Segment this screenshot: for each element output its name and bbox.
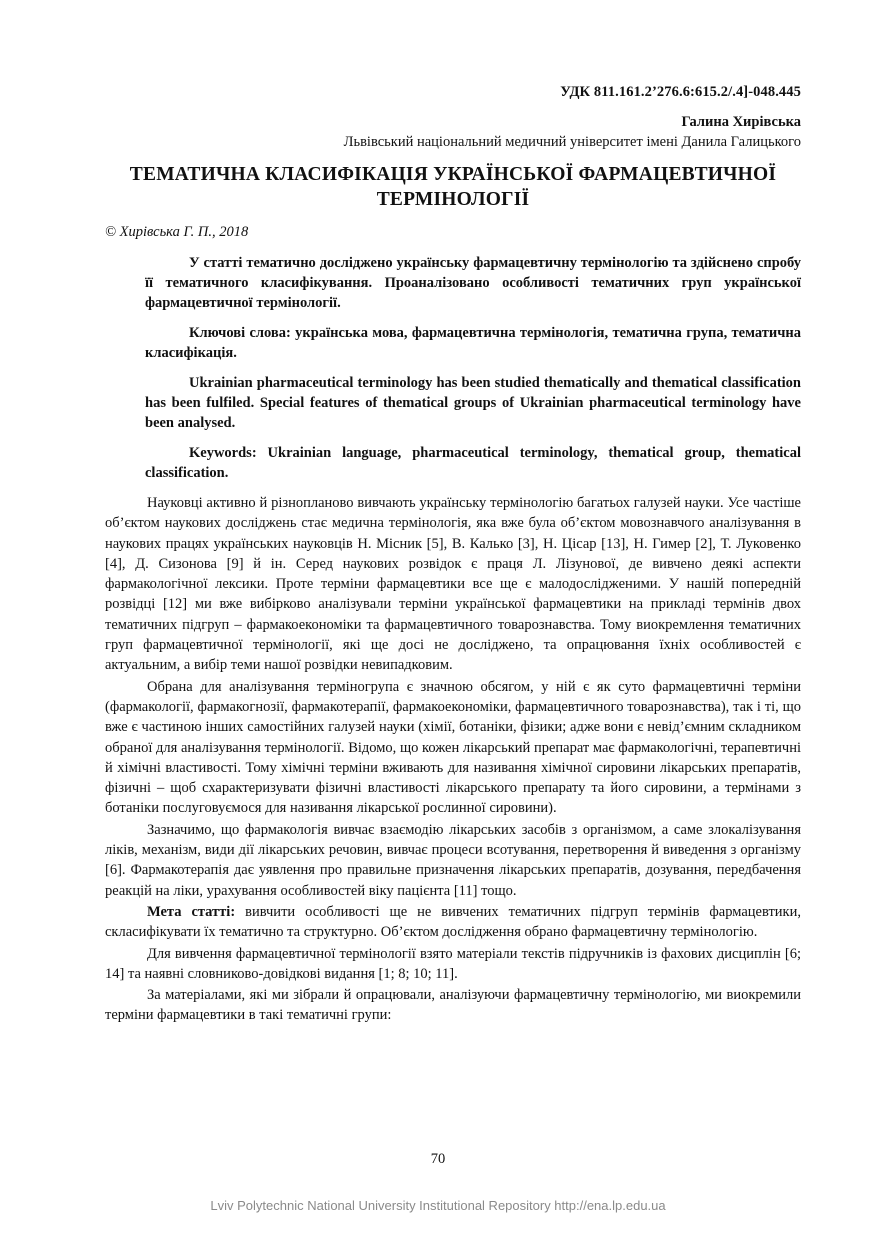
keywords-ukrainian: Ключові слова: українська мова, фармацевтична термінологія, тематична група, тематична класифікація. xyxy=(145,325,801,361)
body-paragraph-1: Науковці активно й різнопланово вивчають українську термінологію багатьох галузей науки. Усе частіше об’єктом наукових досліджень стає медична термінологія, яка вже була об’єктом мовознавчого аналізування в наукових працях українських науковців Н. Місник [5], В. Калько [3], Н. Цісар [13], Н. Гимер [2], Т. Луковенко [4], Д. Сизонова [9] й ін. Серед наукових розвідок є праця Л. Лізунової, де вивчено деякі аспекти фармакологічної лексики. Проте терміни фармацевтики все ще є малодослідженими. У нашій попередній розвідці [12] ми вже вибірково аналізували терміни української фармацевтики на прикладі термінів двох тематичних підгруп – фармакоекономіки та фармацевтичного товарознавства. Тому виокремлення тематичних груп фармацевтичної термінології, які ще досі не досліджено, та опрацювання їхніх особливостей є актуальним, а вибір теми нашої розвідки невипадковим. xyxy=(105,495,801,674)
paper-title-line-2: ТЕРМІНОЛОГІЇ xyxy=(376,189,530,210)
body-paragraph-2: Обрана для аналізування терміногрупа є значною обсягом, у ній є як суто фармацевтичні терміни (фармакології, фармакогнозії, фармакотерапії, фармакоекономіки, фармацевтичного товарознавства), так і ті, що вже є частиною інших самостійних галузей науки (хімії, ботаніки, фізики; адже вони є невід’ємним складником обраної для аналізування термінології. Відомо, що кожен лікарський препарат має фармакологічні, терапевтичні й хімічні властивості. Тому хімічні терміни вживають для називання хімічної сировини лікарських препаратів, фізичні – щоб схарактеризувати фізичні властивості лікарського препарату та його сировини, а термінами з ботаніки послуговуємося для називання лікарської рослинної сировини). xyxy=(105,678,801,817)
body-paragraph-6: За матеріалами, які ми зібрали й опрацювали, аналізуючи фармацевтичну термінологію, ми виокремили терміни фармацевтики в такі тематичні групи: xyxy=(105,987,801,1024)
abstract-ukrainian: У статті тематично досліджено українську фармацевтичну термінологію та здійснено спробу її тематичного класифікування. Проаналізовано особливості тематичних груп української фармацевтичної термінології. xyxy=(145,255,801,311)
author-name: Галина Хирівська xyxy=(681,114,801,130)
author-affiliation: Львівський національний медичний університет імені Данила Галицького xyxy=(343,134,801,150)
copyright-notice: © Хирівська Г. П., 2018 xyxy=(105,224,249,240)
body-paragraph-4 xyxy=(105,902,801,943)
aim-text: вивчити особливості ще не вивчених тематичних підгруп термінів фармацевтики, скласифікувати їх тематично та структурно. Об’єктом дослідження обрано фармацевтичну термінологію. xyxy=(105,903,801,941)
body-text xyxy=(105,493,801,1027)
udc-code: УДК 811.161.2’276.6:615.2/.4]-048.445 xyxy=(560,84,801,100)
body-paragraph-3: Зазначимо, що фармакологія вивчає взаємодію лікарських засобів з організмом, а саме злокалізування ліків, механізм, види дії лікарських речовин, вивчає процеси всотування, перетворення й виведення з організму [6]. Фармакотерапія дає уявлення про правильне призначення лікарських препаратів, дозування, передбачення реакцій на ліки, урахування особливостей віку пацієнта [11] тощо. xyxy=(105,821,801,899)
paper-title-line-1: ТЕМАТИЧНА КЛАСИФІКАЦІЯ УКРАЇНСЬКОЇ ФАРМАЦЕВТИЧНОЇ xyxy=(129,164,777,185)
repository-footer: Lviv Polytechnic National University Institutional Repository http://ena.lp.edu.ua xyxy=(210,1198,666,1213)
aim-label: Мета статті: xyxy=(147,903,236,920)
abstract-english: Ukrainian pharmaceutical terminology has been studied thematically and thematical classification has been fulfiled. Special features of thematical groups of Ukrainian pharmaceutical terminology have been analysed. xyxy=(145,375,801,431)
keywords-english: Keywords: Ukrainian language, pharmaceutical terminology, thematical group, thematical classification. xyxy=(145,445,801,481)
paper-title xyxy=(80,162,826,212)
page-number: 70 xyxy=(430,1151,446,1167)
body-paragraph-5: Для вивчення фармацевтичної термінології взято матеріали текстів підручників із фахових дисциплін [6; 14] та наявні словниково-довідкові видання [1; 8; 10; 11]. xyxy=(105,945,801,982)
